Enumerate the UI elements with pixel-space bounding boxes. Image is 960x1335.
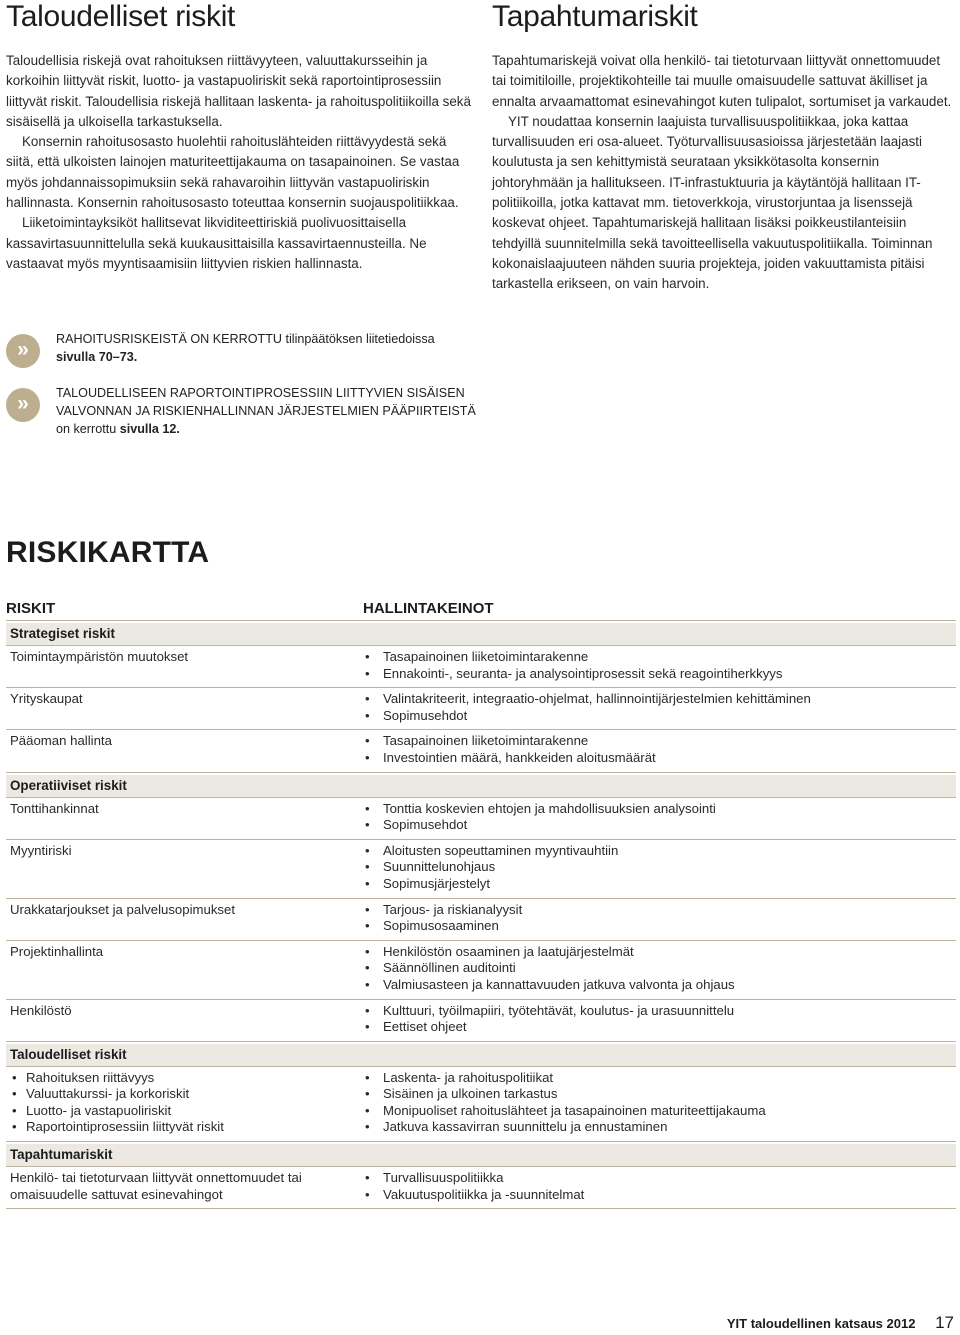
risk-cell bbox=[6, 649, 363, 682]
reference-text: TALOUDELLISEEN RAPORTOINTIPROSESSIIN LIITTYVIEN SISÄISEN VALVONNAN JA RISKIENHALLINNAN JÄRJESTELMIEN PÄÄPIIRTEISTÄ on kerrottu bbox=[56, 386, 476, 436]
table-row bbox=[6, 1167, 956, 1209]
cross-references bbox=[6, 330, 476, 456]
table-row bbox=[6, 1000, 956, 1042]
risk-cell bbox=[6, 902, 363, 935]
paragraph: Tapahtumariskejä voivat olla henkilö- tai tietoturvaan liittyvät onnettomuudet tai toimitiloille, projektikohteille tai muulle omaisuudelle sattuvat äkilliset ja ennalta arvaamattomat esinevahingot kuten tulipalot, sortumiset ja varkaudet. bbox=[492, 53, 952, 109]
risk-map-title: RISKIKARTTA bbox=[6, 536, 210, 569]
risk-cell bbox=[6, 691, 363, 724]
risk-name: Yrityskaupat bbox=[10, 691, 83, 707]
table-row bbox=[6, 941, 956, 1000]
measure-item: • Henkilöstön osaaminen ja laatujärjestelmät bbox=[363, 944, 956, 961]
risk-cell bbox=[6, 733, 363, 766]
measure-item: • Sopimusosaaminen bbox=[363, 918, 956, 935]
measure-item: • Tasapainoinen liiketoimintarakenne bbox=[363, 733, 956, 750]
risk-cell bbox=[6, 944, 363, 994]
reference-text: RAHOITUSRISKEISTÄ ON KERROTTU tilinpäätöksen liitetiedoissa bbox=[56, 332, 435, 346]
financial-risks-text bbox=[6, 51, 472, 274]
measures-cell bbox=[363, 944, 956, 994]
measure-item: • Sopimusjärjestelyt bbox=[363, 876, 956, 893]
measure-item: • Investointien määrä, hankkeiden aloitusmäärät bbox=[363, 750, 956, 767]
measure-item: • Valintakriteerit, integraatio-ohjelmat, hallinnointijärjestelmien kehittäminen bbox=[363, 691, 956, 708]
risk-name: Pääoman hallinta bbox=[10, 733, 112, 749]
double-chevron-icon: » bbox=[6, 334, 40, 368]
risk-map-body bbox=[6, 623, 956, 1209]
measure-item: • Tasapainoinen liiketoimintarakenne bbox=[363, 649, 956, 666]
risk-name: Henkilö- tai tietoturvaan liittyvät onnettomuudet tai omaisuudelle sattuvat esinevahingot bbox=[10, 1170, 302, 1202]
reference-page: sivulla 12. bbox=[119, 422, 180, 436]
measures-cell bbox=[363, 801, 956, 834]
measure-item: • Laskenta- ja rahoituspolitiikat bbox=[363, 1070, 956, 1087]
risk-list-item: • Rahoituksen riittävyys bbox=[10, 1070, 363, 1087]
measure-item: • Eettiset ohjeet bbox=[363, 1019, 956, 1036]
financial-risks-heading: Taloudelliset riskit bbox=[6, 0, 236, 33]
paragraph: Konsernin rahoitusosasto huolehtii rahoituslähteiden riittävyydestä sekä siitä, että ulkoisten lainojen maturiteettijakauma on tasapainoinen. Se vastaa myös johdannaissopimuksiin sekä rahavaroihin liittyvän vastapuoliriskin hallinnasta. Konsernin rahoitusosasto toteuttaa konsernin suojauspolitiikkaa. bbox=[6, 134, 460, 211]
measure-item: • Jatkuva kassavirran suunnittelu ja ennustaminen bbox=[363, 1119, 956, 1136]
risk-list-item: • Valuuttakurssi- ja korkoriskit bbox=[10, 1086, 363, 1103]
risk-list-item: • Raportointiprosessiin liittyvät riskit bbox=[10, 1119, 363, 1136]
measure-item: • Sopimusehdot bbox=[363, 708, 956, 725]
measure-item: • Vakuutuspolitiikka ja -suunnitelmat bbox=[363, 1187, 956, 1204]
risk-category-header: Tapahtumariskit bbox=[6, 1144, 956, 1167]
publication-title: YIT taloudellinen katsaus 2012 bbox=[726, 1316, 916, 1331]
reference-item bbox=[6, 384, 476, 438]
risk-category-header: Strategiset riskit bbox=[6, 623, 956, 646]
measure-item: • Monipuoliset rahoituslähteet ja tasapainoinen maturiteettijakauma bbox=[363, 1103, 956, 1120]
table-row bbox=[6, 840, 956, 899]
table-row bbox=[6, 646, 956, 688]
measures-cell bbox=[363, 1003, 956, 1036]
measures-cell bbox=[363, 649, 956, 682]
risk-list-item: • Luotto- ja vastapuoliriskit bbox=[10, 1103, 363, 1120]
risk-cell bbox=[6, 1003, 363, 1036]
reference-page: sivulla 70–73. bbox=[56, 350, 138, 364]
risk-name: Urakkatarjoukset ja palvelusopimukset bbox=[10, 901, 236, 917]
risk-name: Tonttihankinnat bbox=[10, 800, 99, 816]
reference-item bbox=[6, 330, 476, 366]
risk-cell bbox=[6, 1070, 363, 1136]
measure-item: • Tonttia koskevien ehtojen ja mahdollisuuksien analysointi bbox=[363, 801, 956, 818]
table-row bbox=[6, 688, 956, 730]
measure-item: • Sopimusehdot bbox=[363, 817, 956, 834]
table-row bbox=[6, 899, 956, 941]
event-risks-text bbox=[492, 51, 956, 295]
measure-item: • Suunnittelunohjaus bbox=[363, 859, 956, 876]
measures-column-header: HALLINTAKEINOT bbox=[363, 600, 494, 617]
measures-cell bbox=[363, 691, 956, 724]
event-risks-heading: Tapahtumariskit bbox=[492, 0, 698, 33]
measure-item: • Kulttuuri, työilmapiiri, työtehtävät, koulutus- ja urasuunnittelu bbox=[363, 1003, 956, 1020]
page-number: 17 bbox=[935, 1313, 954, 1332]
table-row bbox=[6, 730, 956, 772]
risk-name: Myyntiriski bbox=[10, 842, 72, 858]
risk-cell bbox=[6, 843, 363, 893]
measure-item: • Valmiusasteen ja kannattavuuden jatkuva valvonta ja ohjaus bbox=[363, 977, 956, 994]
measures-cell bbox=[363, 733, 956, 766]
page-footer bbox=[727, 1313, 954, 1333]
measures-cell bbox=[363, 1170, 956, 1203]
risk-category-header: Operatiiviset riskit bbox=[6, 775, 956, 798]
measures-cell bbox=[363, 1070, 956, 1136]
measure-item: • Aloitusten sopeuttaminen myyntivauhtiin bbox=[363, 843, 956, 860]
paragraph: YIT noudattaa konsernin laajuista turvallisuuspolitiikkaa, joka kattaa turvallisuuden eri osa-alueet. Työturvallisuusasioissa järjestetään laajasti koulutusta ja sen kehittymistä seurataan yksikkötasolta konsernin johtoryhmään ja hallitukseen. IT-infrastuktuuria ja käytäntöjä hallitaan IT-politiikoilla, jotka kattavat mm. tietoverkkoja, virustorjuntaa ja lisenssejä koskevat ohjeet. Tapahtumariskejä hallitaan lisäksi poikkeustilanteisiin tehdyillä suunnitelmilla sekä tavoitteellisella vakuutuspolitiikalla. Toiminnan kokonaislaajuuteen nähden suuria projekteja, joiden vakuuttamista pitäisi tarkastella erikseen, on vain harvoin. bbox=[492, 113, 933, 292]
risks-column-header: RISKIT bbox=[6, 600, 56, 617]
risk-category-header: Taloudelliset riskit bbox=[6, 1044, 956, 1067]
paragraph: Taloudellisia riskejä ovat rahoituksen riittävyyteen, valuuttakursseihin ja korkoihin liittyvät riskit, luotto- ja vastapuoliriskit sekä raportointiprosessiin liittyvät riskit. Taloudellisia riskejä hallitaan laskenta- ja rahoituspolitiikoilla sekä sisäisellä ja ulkoisella tarkastuksella. bbox=[6, 53, 471, 129]
table-row bbox=[6, 1067, 956, 1142]
risk-name: Henkilöstö bbox=[10, 1002, 72, 1018]
financial-risks-section bbox=[6, 0, 472, 274]
risk-name: Toimintaympäristön muutokset bbox=[10, 649, 189, 664]
measure-item: • Ennakointi-, seuranta- ja analysointiprosessit sekä reagointiherkkyys bbox=[363, 666, 956, 683]
measure-item: • Sisäinen ja ulkoinen tarkastus bbox=[363, 1086, 956, 1103]
double-chevron-icon: » bbox=[6, 388, 40, 422]
measures-cell bbox=[363, 843, 956, 893]
risk-name: Projektinhallinta bbox=[10, 943, 104, 959]
paragraph: Liiketoimintayksiköt hallitsevat likviditeettiriskiä puolivuosittaisella kassavirtasuunnittelulla sekä kuukausittaisilla kassavirtaennusteilla. Ne vastaavat myös myyntisaamisiin liittyvien riskien hallinnasta. bbox=[6, 215, 427, 271]
risk-map-table bbox=[6, 598, 956, 1209]
risk-cell bbox=[6, 801, 363, 834]
table-row bbox=[6, 798, 956, 840]
measures-cell bbox=[363, 902, 956, 935]
measure-item: • Tarjous- ja riskianalyysit bbox=[363, 902, 956, 919]
risk-map-header bbox=[6, 598, 956, 621]
event-risks-section bbox=[492, 0, 956, 295]
measure-item: • Säännöllinen auditointi bbox=[363, 960, 956, 977]
risk-cell bbox=[6, 1170, 363, 1203]
measure-item: • Turvallisuuspolitiikka bbox=[363, 1170, 956, 1187]
